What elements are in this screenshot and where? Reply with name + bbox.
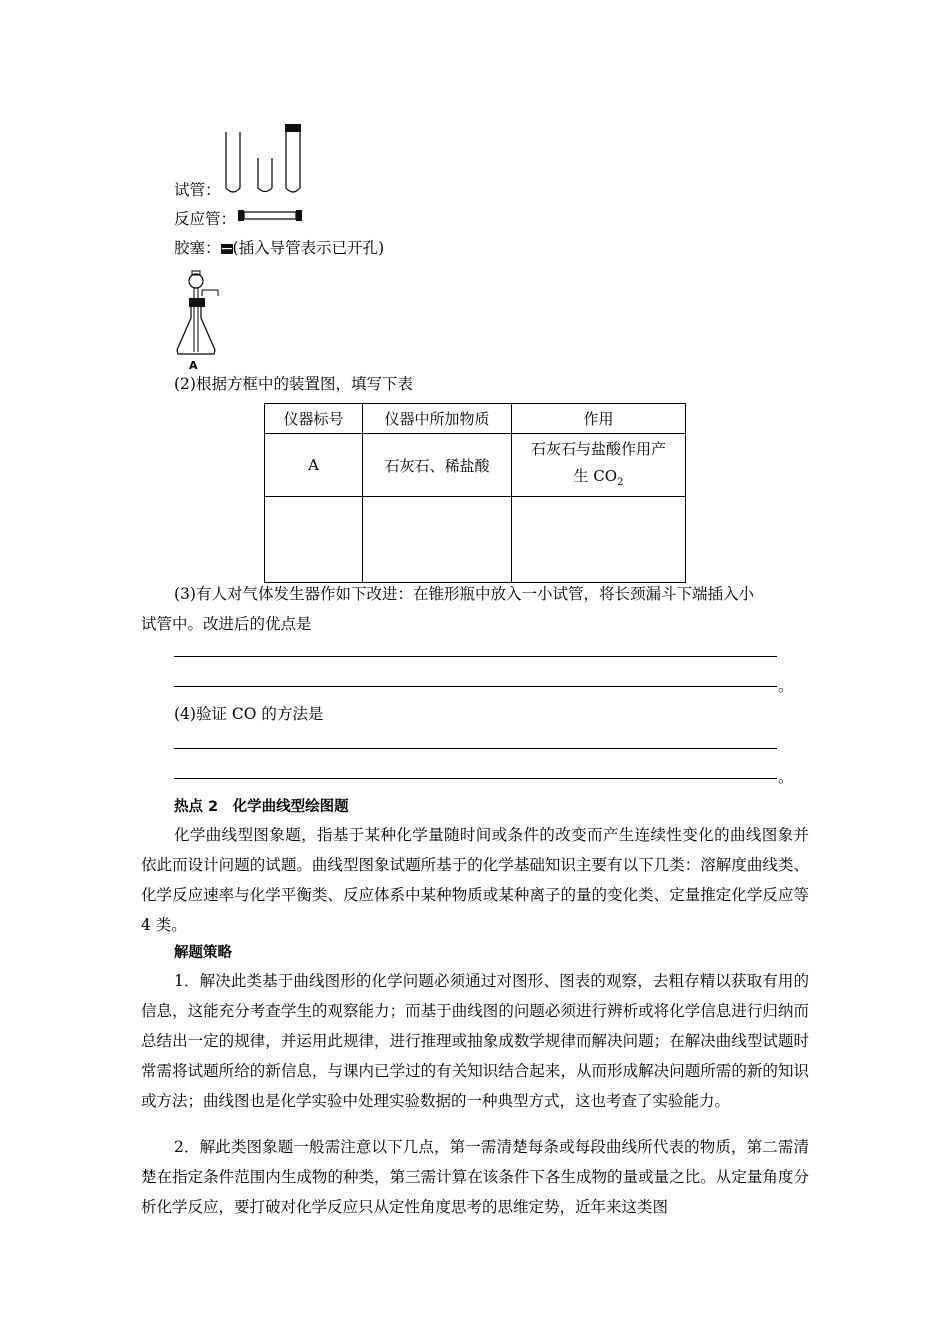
table-cell-empty-2[interactable]: [363, 497, 512, 583]
answer-blank-3b[interactable]: [174, 686, 777, 687]
question-3-end-mark: 。: [778, 677, 794, 695]
question-4: (4)验证 CO 的方法是: [174, 705, 324, 723]
purpose-line-1: 石灰石与盐酸作用产: [530, 440, 666, 458]
table-cell-empty-3[interactable]: [512, 497, 686, 583]
answer-blank-3a[interactable]: [174, 656, 777, 657]
table-cell-empty-1[interactable]: [265, 497, 363, 583]
stopper-icon: [221, 244, 233, 254]
stopper-note: (插入导管表示已开孔): [232, 239, 385, 257]
question-3-line-2: 试管中。改进后的优点是: [141, 615, 312, 633]
strategy-paragraph-1: 1．解决此类基于曲线图形的化学问题必须通过对图形、图表的观察，去粗存精以获取有用的信息，这能充分考查学生的观察能力；而基于曲线图的问题必须进行辨析或将化学信息进行归纳而总结出一定的规律，并运用此规律，进行推理或抽象成数学规律而解决问题；在解决曲线型试题时常需将试题所给的新信息，与课内已学过的有关知识结合起来，从而形成解决问题所需的新的知识或方法；曲线图也是化学实验中处理实验数据的一种典型方式，这也考查了实验能力。: [141, 972, 809, 1110]
stopper-line: [174, 236, 384, 258]
answer-blank-4a[interactable]: [174, 748, 777, 749]
reaction-tube-label: 反应管：: [174, 210, 237, 228]
test-tube-icons: [220, 122, 310, 198]
question-3-line-1: (3)有人对气体发生器作如下改进：在锥形瓶中放入一小试管，将长颈漏斗下端插入小: [174, 585, 754, 603]
purpose-subscript: 2: [617, 477, 624, 488]
table-header-label: 仪器标号: [265, 404, 363, 434]
table-cell-label: A: [265, 434, 363, 497]
hotspot-title: 热点 2 化学曲线型绘图题: [174, 799, 349, 815]
table-cell-substance: 石灰石、稀盐酸: [363, 434, 512, 497]
purpose-prefix: 生 CO: [573, 467, 618, 485]
flask-label: A: [189, 359, 198, 372]
stopper-label: 胶塞：: [174, 239, 221, 257]
apparatus-table: [264, 403, 686, 583]
strategy-paragraph-2: 2．解此类图象题一般需注意以下几点，第一需清楚每条或每段曲线所代表的物质，第二需清楚在指定条件范围内生成物的种类，第三需计算在该条件下各生成物的量或量之比。从定量角度分析化学反应，要打破对化学反应只从定性角度思考的思维定势，近年来这类图: [141, 1138, 809, 1216]
intro-paragraph: 化学曲线型图象题，指基于某种化学量随时间或条件的改变而产生连续性变化的曲线图象并依此而设计问题的试题。曲线型图象试题所基于的化学基础知识主要有以下几类：溶解度曲线类、化学反应速率与化学平衡类、反应体系中某种物质或某种离子的量的变化类、定量推定化学反应等 4 类。: [141, 826, 809, 934]
purpose-line-2: [512, 463, 685, 496]
reaction-tube-icon: [238, 208, 302, 224]
test-tube-label: 试管：: [174, 181, 221, 199]
question-4-end-mark: 。: [778, 768, 794, 786]
answer-blank-4b[interactable]: [174, 778, 777, 779]
table-header-substance: 仪器中所加物质: [363, 404, 512, 434]
table-header-purpose: 作用: [512, 404, 686, 434]
strategy-title: 解题策略: [174, 945, 232, 961]
question-2: (2)根据方框中的装置图，填写下表: [174, 375, 413, 393]
table-cell-purpose: [512, 434, 686, 497]
conical-flask-icon: [174, 268, 226, 362]
